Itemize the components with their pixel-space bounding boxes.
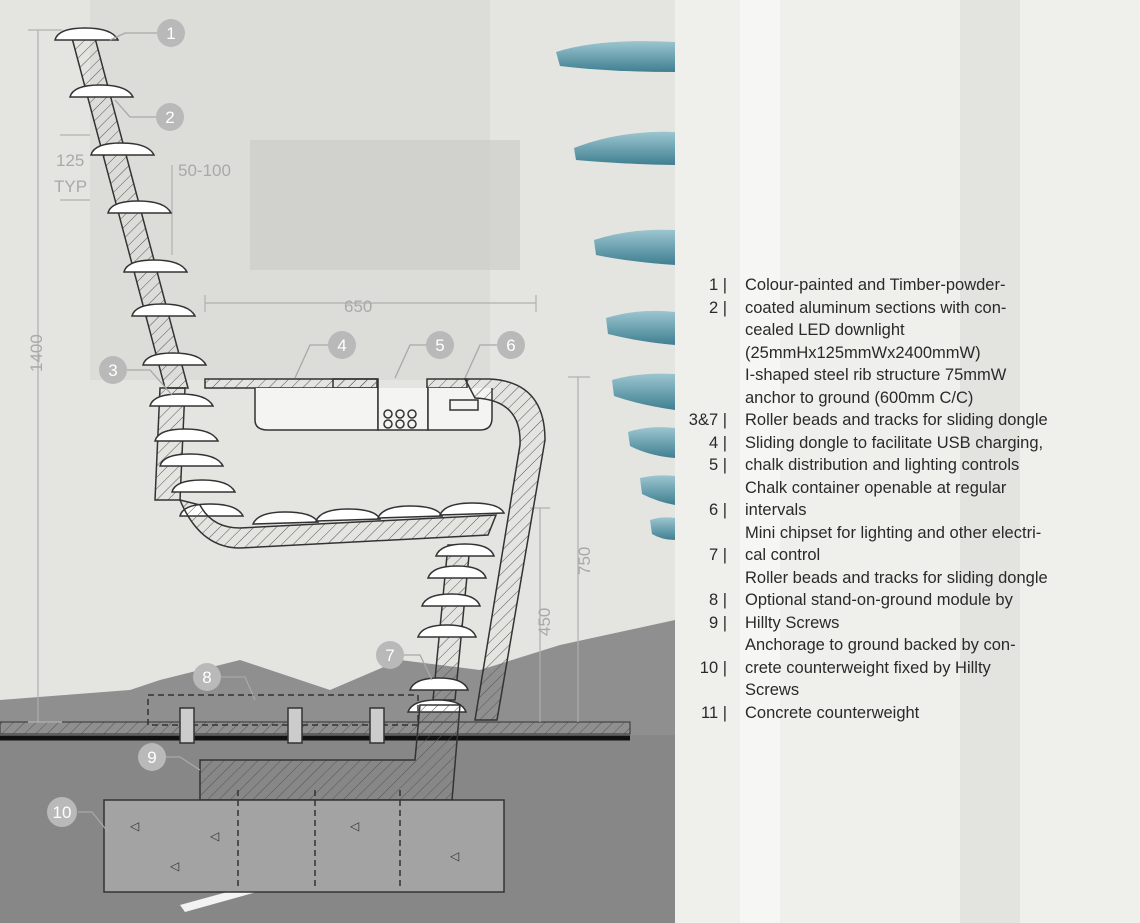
svg-text:◁: ◁ bbox=[210, 829, 220, 843]
legend-number: 1 | bbox=[708, 276, 727, 294]
svg-text:8: 8 bbox=[202, 668, 212, 687]
callout-2 bbox=[156, 103, 184, 131]
svg-text:◁: ◁ bbox=[450, 849, 460, 863]
legend-row bbox=[690, 409, 1135, 432]
svg-text:2: 2 bbox=[165, 108, 175, 127]
legend-number: 6 | bbox=[708, 501, 727, 519]
legend-text: Hillty Screws bbox=[745, 613, 840, 632]
legend-row bbox=[690, 477, 1135, 500]
svg-text:5: 5 bbox=[435, 336, 445, 355]
legend-text: (25mmHx125mmWx2400mmW) bbox=[745, 343, 981, 362]
legend-number: 7 | bbox=[708, 546, 727, 564]
legend-row bbox=[690, 499, 1135, 522]
legend-row bbox=[690, 387, 1135, 410]
callout-9 bbox=[138, 743, 166, 771]
legend bbox=[690, 274, 1135, 724]
legend-text: Concrete counterweight bbox=[745, 703, 920, 722]
legend-text: Colour-painted and Timber-powder- bbox=[745, 276, 1006, 294]
svg-text:10: 10 bbox=[52, 803, 72, 822]
legend-number: 4 | bbox=[708, 433, 727, 452]
legend-text: crete counterweight fixed by Hillty bbox=[745, 658, 991, 677]
dim-1400: 1400 bbox=[27, 334, 46, 372]
legend-row bbox=[690, 454, 1135, 477]
legend-text: Roller beads and tracks for sliding dongle bbox=[745, 411, 1048, 429]
svg-text:◁: ◁ bbox=[130, 819, 140, 833]
legend-text: I-shaped steel rib structure 75mmW bbox=[745, 366, 1007, 384]
callout-4 bbox=[328, 331, 356, 359]
legend-text: Chalk container openable at regular bbox=[745, 478, 1007, 497]
callout-10 bbox=[47, 797, 77, 827]
callout-1 bbox=[157, 19, 185, 47]
legend-row bbox=[690, 364, 1135, 387]
legend-row bbox=[690, 702, 1135, 725]
legend-row bbox=[690, 612, 1135, 635]
svg-text:1: 1 bbox=[166, 24, 176, 43]
dim-750: 750 bbox=[575, 546, 594, 575]
dim-450: 450 bbox=[535, 607, 554, 636]
legend-number: 9 | bbox=[708, 613, 727, 632]
callout-6 bbox=[497, 331, 525, 359]
legend-row bbox=[690, 342, 1135, 365]
dim-typ: TYP bbox=[54, 177, 88, 196]
legend-text: Screws bbox=[745, 681, 800, 699]
legend-number: 10 | bbox=[699, 658, 727, 677]
legend-text: Anchorage to ground backed by con- bbox=[745, 636, 1016, 654]
legend-row bbox=[690, 297, 1135, 320]
svg-text:4: 4 bbox=[337, 336, 347, 355]
legend-row bbox=[690, 589, 1135, 612]
svg-text:6: 6 bbox=[506, 336, 516, 355]
legend-text: coated aluminum sections with con- bbox=[745, 298, 1007, 317]
legend-row bbox=[690, 679, 1135, 702]
legend-row bbox=[690, 432, 1135, 455]
callout-8 bbox=[193, 663, 221, 691]
legend-row bbox=[690, 522, 1135, 545]
legend-number: 5 | bbox=[708, 456, 727, 474]
dim-125: 125 bbox=[56, 151, 85, 170]
legend-text: Roller beads and tracks for sliding dongle bbox=[745, 568, 1048, 587]
legend-number: 3&7 | bbox=[688, 411, 727, 429]
legend-number: 8 | bbox=[708, 591, 727, 609]
legend-row bbox=[690, 634, 1135, 657]
legend-text: Sliding dongle to facilitate USB charging, bbox=[745, 433, 1044, 452]
svg-text:◁: ◁ bbox=[170, 859, 180, 873]
legend-text: anchor to ground (600mm C/C) bbox=[745, 388, 974, 407]
legend-text: chalk distribution and lighting controls bbox=[745, 456, 1020, 474]
legend-text: cealed LED downlight bbox=[745, 321, 905, 339]
callout-5 bbox=[426, 331, 454, 359]
svg-text:7: 7 bbox=[385, 646, 395, 665]
dim-50-100: 50-100 bbox=[178, 161, 231, 180]
legend-number: 2 | bbox=[708, 298, 727, 317]
legend-row bbox=[690, 657, 1135, 680]
svg-text:9: 9 bbox=[147, 748, 157, 767]
dim-650: 650 bbox=[344, 297, 373, 316]
legend-text: cal control bbox=[745, 546, 821, 564]
legend-text: intervals bbox=[745, 501, 807, 519]
legend-row bbox=[690, 274, 1135, 297]
legend-row bbox=[690, 319, 1135, 342]
legend-text: Mini chipset for lighting and other electri- bbox=[745, 523, 1042, 542]
svg-text:3: 3 bbox=[108, 361, 118, 380]
legend-number: 11 | bbox=[701, 703, 727, 722]
callout-3 bbox=[99, 356, 127, 384]
legend-text: Optional stand-on-ground module by bbox=[745, 591, 1013, 609]
callout-7 bbox=[376, 641, 404, 669]
svg-text:◁: ◁ bbox=[350, 819, 360, 833]
legend-row bbox=[690, 544, 1135, 567]
legend-row bbox=[690, 567, 1135, 590]
